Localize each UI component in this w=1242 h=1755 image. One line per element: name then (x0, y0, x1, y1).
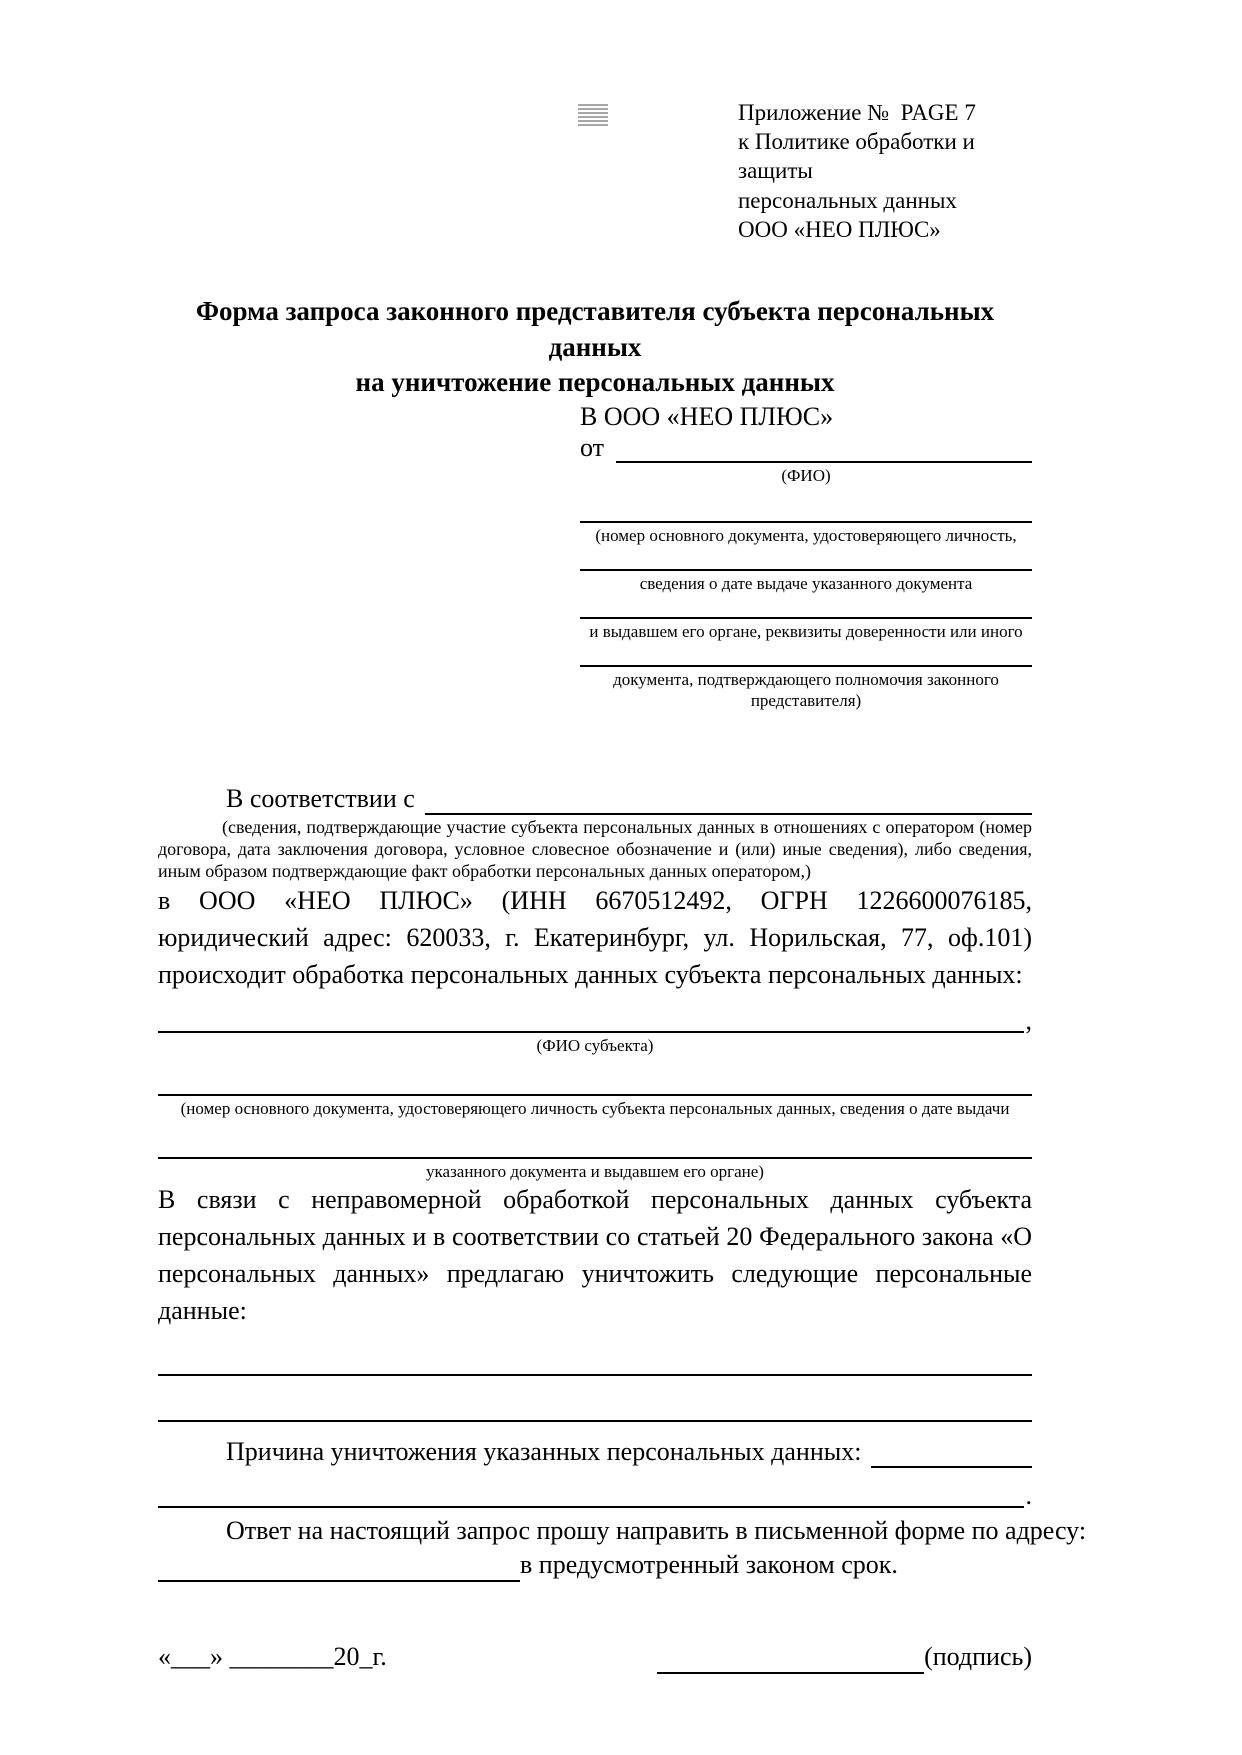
line-suffix-period: . (1025, 1481, 1032, 1511)
blank-line (580, 642, 1032, 667)
signature-row (158, 1640, 1032, 1674)
accordance-row (158, 783, 1032, 815)
doc-caption-3: и выдавшем его органе, реквизиты доверенности или иного (589, 621, 1023, 641)
fio-caption: (ФИО) (781, 465, 831, 485)
header-row (158, 98, 1032, 244)
appendix-line: к Политике обработки и защиты (738, 129, 981, 184)
subject-doc-caption-1: (номер основного документа, удостоверяющего личность субъекта персональных данных, сведения о дате выдачи (180, 1099, 1010, 1119)
accordance-label: В соответствии с (226, 783, 415, 813)
line-suffix-comma: , (1025, 1006, 1032, 1036)
subject-fio-line-row (158, 1001, 1032, 1036)
appendix-block (738, 98, 1032, 244)
blank-line (158, 1390, 1032, 1422)
from-label: от (580, 432, 605, 462)
reply-line: Ответ на настоящий запрос прошу направить в письменной форме по адресу: (226, 1516, 1087, 1546)
reply-tail-row (158, 1548, 1032, 1582)
page-title-line1: Форма запроса законного представителя субъекта персональных данных (195, 296, 995, 362)
reason-blank-line (871, 1462, 1032, 1468)
blank-line (580, 546, 1032, 571)
reason-row (158, 1436, 1032, 1468)
subject-fio-caption: (ФИО субъекта) (536, 1036, 654, 1056)
blank-line (158, 1127, 1032, 1159)
blank-line (580, 594, 1032, 619)
address-blank-line (158, 1554, 520, 1582)
blank-line (158, 1344, 1032, 1376)
subject-doc-caption-2: указанного документа и выдавшем его органе) (426, 1162, 764, 1182)
fine-print: (сведения, подтверждающие участие субъекта персональных данных в отношениях с оператором (номер договора, дата заключения договора, условное словесное обозначение и (или) иные сведения), либо сведения, иным образом подтверждающие факт обработки персональных данных оператором,) (158, 816, 1032, 881)
reply-tail-text: в предусмотренный законом срок. (520, 1550, 898, 1580)
from-blank-line (616, 457, 1032, 463)
doc-caption-4: документа, подтверждающего полномочия законного представителя) (613, 669, 999, 710)
appendix-line: персональных данных (738, 187, 957, 213)
signature-caption: (подпись) (924, 1642, 1032, 1672)
accordance-blank-line (425, 809, 1032, 815)
appendix-line: Приложение № PAGE 7 (738, 100, 976, 125)
text-lines-icon (578, 104, 608, 126)
blank-line (158, 1064, 1032, 1096)
doc-caption-1: (номер основного документа, удостоверяющего личность, (595, 525, 1017, 545)
addressee-to: В ООО «НЕО ПЛЮС» (580, 401, 834, 431)
signature-blank-line (657, 1646, 924, 1674)
appendix-line: ООО «НЕО ПЛЮС» (738, 216, 941, 242)
addressee-block (580, 401, 1032, 711)
doc-caption-2: сведения о дате выдаче указанного документа (639, 573, 973, 593)
blank-line (580, 498, 1032, 523)
page-title-line2: на уничтожение персональных данных (355, 367, 835, 398)
operator-paragraph: в ООО «НЕО ПЛЮС» (ИНН 6670512492, ОГРН 1226600076185, юридический адрес: 620033, г. Екатеринбург, ул. Норильская, 77, оф.101) происходит обработка персональных данных субъекта персональных данных: (158, 885, 1032, 989)
from-row (580, 433, 1032, 463)
blank-line (158, 1476, 1024, 1508)
signature-field (657, 1640, 1032, 1674)
reason-line2-row (158, 1476, 1032, 1511)
page-title (158, 294, 1032, 401)
reason-label: Причина уничтожения указанных персональных данных: (226, 1437, 862, 1467)
date-field: «___» ________20_г. (158, 1642, 387, 1672)
blank-line (158, 1001, 1024, 1033)
destroy-paragraph: В связи с неправомерной обработкой персональных данных субъекта персональных данных и в соответствии со статьей 20 Федерального закона «О персональных данных» предлагаю уничтожить следующие персональные данные: (158, 1185, 1032, 1326)
